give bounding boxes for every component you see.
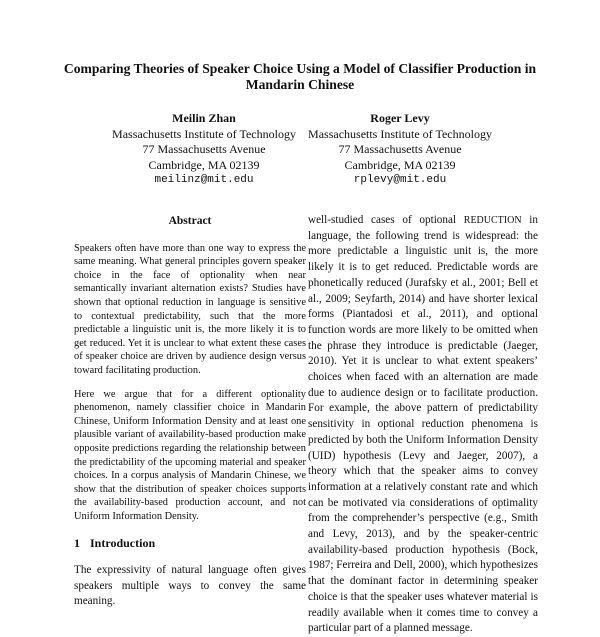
introduction-paragraph: The expressivity of natural language often gives speakers multiple ways to convey the same meaning. (74, 564, 306, 608)
author-city: Cambridge, MA 02139 (148, 157, 260, 172)
section-heading-introduction (74, 537, 306, 551)
left-column (74, 215, 306, 610)
abstract-heading: Abstract (168, 215, 212, 227)
author-name: Roger Levy (370, 111, 430, 125)
term-reduction: REDUCTION (463, 215, 522, 226)
section-title: Introduction (90, 536, 156, 551)
section-number: 1 (74, 536, 80, 551)
author-block-2 (290, 111, 510, 189)
body-lead: well-studied cases of optional (308, 214, 464, 226)
paper-title: Comparing Theories of Speaker Choice Using a Model of Classifier Production in Mandarin Chinese (63, 61, 537, 92)
abstract-paragraph-1: Speakers often have more than one way to express the same meaning. What general principles govern speaker choice in the face of optionality when near semantically invariant alternation exists? Studies have shown that optional reduction in language is sensitive to contextual predictability, such that the more predictable a linguistic unit is, the more likely it is to get reduced. Yet it is unclear to what extent these cases of speaker choice are driven by audience design versus toward facilitating production. (74, 242, 306, 376)
body-text: in language, the following trend is widespread: the more predictable a linguistic unit is, the more likely it is to get reduced. Predictable words are phonetically reduced (Jurafsky et al., 2001; Bell et al., 2009; Seyfarth, 2014) and have shorter lexical forms (Piantadosi et al., 2011), and optional function words are more likely to be omitted when the phrase they introduce is predictable (Jaeger, 2010). Yet it is unclear to what extent speakers’ choices when faced with an alternation are made due to audience design or to facilitate production. For example, the above pattern of predictability sensitivity in optional reduction phenomena is predicted by both the Uniform Information Density (UID) hypothesis (Levy and Jaeger, 2007), a theory which that the speaker aims to convey information at a relatively constant rate and which can be motivated via considerations of optimality from the comprehender’s perspective (e.g., Smith and Levy, 2013), and by the speaker-centric availability-based production hypothesis (Bock, 1987; Ferreira and Dell, 2000), which hypothesizes that the dominant factor in determining speaker choice is that the speaker uses whatever material is readily available when it comes time to convey a particular part of a planned message. (308, 214, 538, 635)
author-name: Meilin Zhan (172, 111, 236, 125)
author-city: Cambridge, MA 02139 (344, 157, 456, 172)
abstract-paragraph-2: Here we argue that for a different optionality phenomenon, namely classifier choice in Mandarin Chinese, Uniform Information Density and at least one plausible variant of availability-based production make opposite predictions regarding the relationship between the predictability of the upcoming material and speaker choices. In a corpus analysis of Mandarin Chinese, we show that the distribution of speaker choices supports the availability-based production account, and not Uniform Information Density. (74, 388, 306, 522)
right-column (308, 213, 538, 637)
author-affiliation: Massachusetts Institute of Technology (112, 126, 296, 141)
author-address: 77 Massachusetts Avenue (142, 142, 266, 157)
author-email: meilinz@mit.edu (154, 174, 254, 187)
author-address: 77 Massachusetts Avenue (338, 142, 462, 157)
author-block-1 (94, 111, 314, 189)
author-affiliation: Massachusetts Institute of Technology (308, 126, 492, 141)
body-paragraph (308, 213, 538, 637)
author-email: rplevy@mit.edu (353, 174, 447, 187)
